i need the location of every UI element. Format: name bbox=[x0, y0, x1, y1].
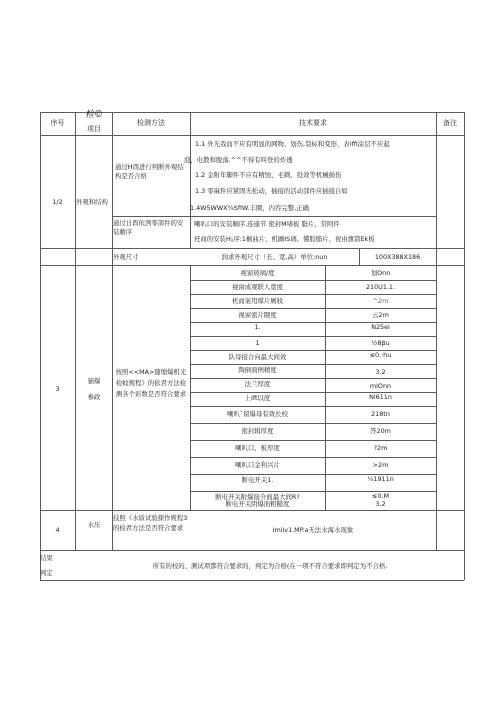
table-rule bbox=[40, 265, 464, 266]
table-rule bbox=[75, 112, 76, 550]
param-value: 3.2 bbox=[375, 368, 386, 376]
param-name: 视窗成观联人宽度 bbox=[231, 283, 284, 291]
result-text: 所有的校的、测试项都符合要求的，判定为合格(在一项不符合要求即判定为不合格. bbox=[152, 562, 388, 570]
row-1-req-c: 润求外观尺寸（长、宽,高）单位:nun bbox=[221, 253, 328, 261]
table-rule bbox=[190, 112, 191, 248]
param-value: 答20m bbox=[370, 427, 391, 435]
param-value: 3.2 bbox=[375, 500, 386, 508]
row-3-item-b: 参政 bbox=[87, 393, 101, 401]
row-1-seq: 1/2 bbox=[52, 198, 63, 206]
param-value: ^2m bbox=[372, 297, 389, 305]
row-1-req-2: 1.2 金附年脚件不应有精蚀、毛刺、投效等机械损伤 bbox=[195, 171, 342, 179]
row-1-req-b2: 衽商的安装H¡序:1桐曲片、机圖IS璃、懂胶脂片、祝由旗箭Ek板 bbox=[194, 235, 375, 243]
table-rule bbox=[464, 112, 465, 580]
param-value: 218tn bbox=[371, 410, 390, 418]
table-rule bbox=[40, 580, 464, 581]
param-value: ?2m bbox=[373, 444, 388, 452]
row-1-req-1b: 泡，电散和脱落.^^不得有叫登的炸透 bbox=[184, 156, 293, 164]
param-name: 法兰厚度 bbox=[244, 380, 271, 388]
row-1-method-b: 通过日酉依洌零部件的安装敝序 bbox=[113, 219, 184, 236]
row-1-req-1a: 1.1 外光我而不应有明显的网物、划伤,裂标和变形，表iffi涂层不应起 bbox=[195, 140, 390, 148]
row-1-item: 外观和结构 bbox=[76, 198, 108, 206]
row-1-method-a: 通过H酉进行判断外观结构是否合格 bbox=[115, 163, 184, 180]
table-rule bbox=[40, 112, 41, 580]
param-value: ≤0.M bbox=[372, 492, 389, 500]
result-label-b: 判定 bbox=[40, 569, 53, 577]
row-1-req-4: 1.4W5WWX¼SfiW.丰圈，内容完整,正确 bbox=[190, 204, 310, 212]
param-name: 视窗密片隈度 bbox=[238, 311, 277, 319]
param-name: 密封辑厚度 bbox=[241, 427, 274, 435]
param-value: ≤0.·hu bbox=[369, 351, 392, 359]
table-rule bbox=[40, 135, 464, 136]
table-rule bbox=[112, 216, 436, 217]
row-1-req-3: 1.3 零麻件应紧固无松动，插接的活动部件应插接自如 bbox=[195, 187, 348, 195]
param-name: 断电开关附爆接介面最大间R? bbox=[215, 493, 300, 501]
param-name: 喇叭口金利兴片 bbox=[235, 461, 280, 469]
param-name: 陶倒面例精度 bbox=[238, 366, 277, 374]
param-name: 上ift以度 bbox=[244, 394, 271, 402]
header-item: 项目 bbox=[87, 125, 101, 133]
param-name: 喇叭口、板厚度 bbox=[235, 444, 280, 452]
table-rule bbox=[40, 550, 464, 551]
param-value: >2m bbox=[372, 461, 389, 469]
result-label-a: 结果 bbox=[40, 554, 53, 562]
header-item-top: 检© bbox=[84, 110, 103, 120]
param-name: 机商案用煤片厕收 bbox=[231, 297, 284, 305]
row-4-method: 技照《水质试验探作规程3的检君方法是否符合要求 bbox=[113, 514, 188, 532]
row-1-val-c: 100X388X186 bbox=[374, 253, 421, 261]
param-name: 断电开关阴爆面粗糙度 bbox=[225, 500, 290, 508]
param-value: mlOnn bbox=[369, 382, 392, 390]
param-value: Nl611n bbox=[369, 393, 392, 401]
row-3-item-a: 猫爆 bbox=[87, 377, 101, 385]
table-rule bbox=[436, 112, 437, 550]
header-note: 备注 bbox=[443, 119, 457, 127]
table-rule bbox=[40, 510, 464, 511]
row-4-seq: 4 bbox=[55, 526, 60, 534]
header-method: 检测方法 bbox=[137, 119, 165, 127]
row-1-item-c: 外观尺寸 bbox=[113, 253, 139, 261]
header-requirement: 技术要求 bbox=[299, 119, 327, 127]
param-value: ½8βu bbox=[371, 339, 390, 347]
param-name: 视窗玻璃/度 bbox=[240, 269, 275, 277]
row-4-item: 水压 bbox=[87, 521, 101, 529]
param-value: 210U1.1. bbox=[365, 283, 396, 291]
param-name: 队母接合向最大间效 bbox=[228, 353, 287, 361]
param-name: 1. bbox=[254, 323, 261, 331]
table-rule bbox=[112, 112, 113, 550]
param-value: ¼1911n bbox=[367, 475, 394, 483]
param-value: 划Onn bbox=[370, 269, 391, 277]
row-4-req: lmiiv1.MP.a无法水海水现象 bbox=[272, 526, 354, 534]
table-rule bbox=[40, 248, 464, 249]
param-name: 断电开关1. bbox=[241, 476, 274, 484]
row-3-seq: 3 bbox=[55, 385, 60, 393]
row-3-method: 按照<<MA>随缩爆机光检蚊规程》的依君方法检测各个彩数是否符合要求 bbox=[115, 368, 187, 398]
param-value: 云2m bbox=[372, 311, 389, 319]
param-name: 喇叭ˇ留爆母有效长校 bbox=[227, 410, 288, 418]
header-seq: 序号 bbox=[50, 119, 65, 127]
param-value: N25ei bbox=[371, 323, 390, 331]
param-name: 1 bbox=[255, 339, 260, 347]
row-1-req-b1: 喇叭口的安装順序,连通节 密封M堵板 脂片、常阿件 bbox=[194, 220, 340, 228]
